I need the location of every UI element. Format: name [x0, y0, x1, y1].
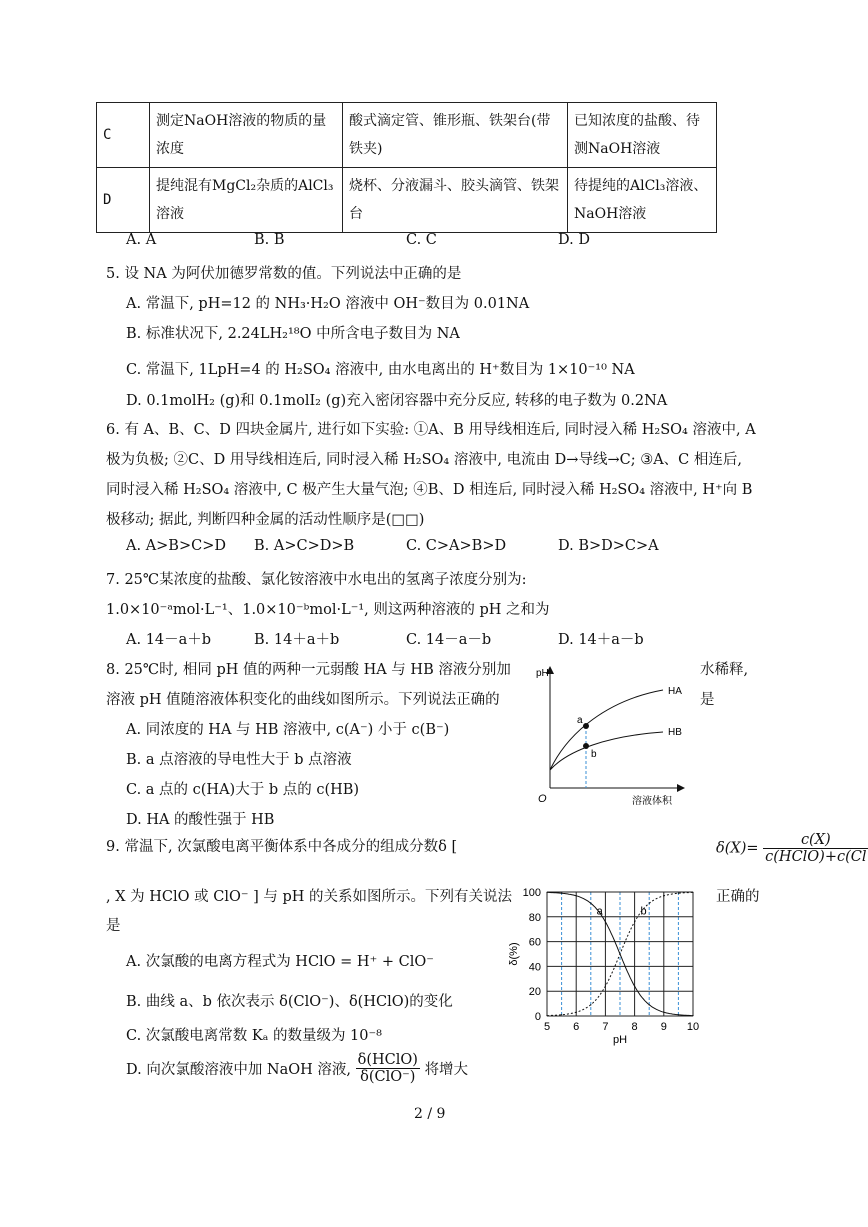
x-tick-label: 10 — [686, 1021, 700, 1033]
q8-line1-tail: 水稀释, — [700, 662, 749, 678]
data-point-b — [576, 1012, 577, 1013]
data-point-a — [663, 1012, 664, 1013]
choice-b: B. B — [254, 232, 285, 248]
y-tick-label: 80 — [528, 911, 541, 924]
data-point-b — [590, 1004, 591, 1005]
ph-dilution-figure — [528, 662, 688, 812]
options-table — [96, 102, 717, 233]
data-point-b — [634, 921, 635, 922]
series-label-hb: HB — [668, 727, 682, 738]
formula-denominator: c(HClO)+c(Cl — [765, 849, 867, 865]
y-tick-label: 20 — [528, 986, 541, 999]
series-label-ha: HA — [668, 686, 682, 697]
hclo-distribution-chart — [505, 884, 705, 1046]
q5-option-b: B. 标准状况下, 2.24LH₂¹⁸O 中所含电子数目为 NA — [126, 326, 460, 342]
q5-option-d: D. 0.1molH₂ (g)和 0.1molI₂ (g)充入密闭容器中充分反应, 转移的电子数为 0.2NA — [126, 393, 668, 409]
q9-line3: 是 — [106, 918, 121, 934]
q9-option-b: B. 曲线 a、b 依次表示 δ(ClO⁻)、δ(HClO)的变化 — [126, 994, 453, 1010]
table-cell: 提纯混有MgCl₂杂质的AlCl₃溶液 — [150, 168, 343, 233]
q7-choice-c: C. 14－a－b — [406, 632, 492, 648]
table-cell: 待提纯的AlCl₃溶液、NaOH溶液 — [568, 168, 717, 233]
table-cell: 酸式滴定管、锥形瓶、铁架台(带铁夹) — [343, 103, 568, 168]
data-point-a — [546, 892, 547, 893]
table-cell: 测定NaOH溶液的物质的量浓度 — [150, 103, 343, 168]
data-point-a — [605, 922, 606, 923]
table-row — [97, 103, 717, 168]
q6-line4: 极移动; 据此, 判断四种金属的活动性顺序是(□□) — [106, 512, 425, 528]
data-point-b — [678, 893, 679, 894]
x-axis-label: pH — [612, 1034, 628, 1046]
q9-line2-tail: 正确的 — [716, 889, 760, 905]
x-tick-label: 7 — [602, 1021, 609, 1033]
q8-option-d: D. HA 的酸性强于 HB — [126, 812, 275, 828]
data-point-b — [649, 903, 650, 904]
choice-d: D. D — [558, 232, 590, 248]
q6-line3: 同时浸入稀 H₂SO₄ 溶液中, C 极产生大量气泡; ④B、D 相连后, 同时浸入稀 H₂SO₄ 溶液中, H⁺向 B — [106, 482, 753, 498]
d-numerator: δ(HClO) — [357, 1052, 418, 1068]
q9-line2: , X 为 HClO 或 ClO⁻ ] 与 pH 的关系如图所示。下列有关说法 — [106, 889, 513, 905]
choice-c: C. C — [406, 232, 437, 248]
q5-stem: 5. 设 NA 为阿伏加德罗常数的值。下列说法中正确的是 — [106, 266, 462, 282]
point-a-label: a — [577, 715, 583, 726]
y-tick-label: 60 — [528, 936, 541, 949]
data-point-a — [649, 1004, 650, 1005]
q7-line2: 1.0×10⁻ᵃmol·L⁻¹、1.0×10⁻ᵇmol·L⁻¹, 则这两种溶液的 pH 之和为 — [106, 602, 550, 618]
series-label-b: b — [640, 905, 647, 918]
table-row — [97, 168, 717, 233]
q8-option-b: B. a 点溶液的导电性大于 b 点溶液 — [126, 752, 352, 768]
data-point-b — [619, 953, 620, 954]
q9-option-d — [126, 1052, 468, 1085]
data-point-b — [561, 1014, 562, 1015]
data-point-b — [692, 892, 693, 893]
y-axis-label: δ(%) — [508, 942, 520, 966]
q5-option-c: C. 常温下, 1LpH=4 的 H₂SO₄ 溶液中, 由水电离出的 H⁺数目为 1×10⁻¹⁰ NA — [126, 362, 635, 378]
data-point-b — [663, 895, 664, 896]
q6-line1: 6. 有 A、B、C、D 四块金属片, 进行如下实验: ①A、B 用导线相连后, 同时浸入稀 H₂SO₄ 溶液中, A — [106, 422, 756, 438]
origin-label: O — [538, 793, 547, 805]
x-tick-label: 5 — [543, 1021, 551, 1033]
row-label: D — [97, 168, 150, 233]
q6-choice-b: B. A>C>D>B — [254, 538, 355, 554]
point-a — [583, 723, 589, 729]
data-point-a — [561, 893, 562, 894]
x-tick-label: 9 — [660, 1021, 667, 1033]
q7-choice-b: B. 14＋a＋b — [254, 632, 340, 648]
point-b — [583, 743, 589, 749]
q8-line2: 溶液 pH 值随溶液体积变化的曲线如图所示。下列说法正确的 — [106, 692, 500, 708]
delta-formula — [716, 832, 868, 865]
q5-option-a: A. 常温下, pH=12 的 NH₃·H₂O 溶液中 OH⁻数目为 0.01NA — [126, 296, 530, 312]
q7-choice-a: A. 14－a＋b — [126, 632, 212, 648]
d-denominator: δ(ClO⁻) — [360, 1069, 416, 1085]
table-cell: 烧杯、分液漏斗、胶头滴管、铁架台 — [343, 168, 568, 233]
table-cell: 已知浓度的盐酸、待测NaOH溶液 — [568, 103, 717, 168]
page-number: 2 / 9 — [414, 1106, 446, 1122]
q7-line1: 7. 25℃某浓度的盐酸、氯化铵溶液中水电出的氢离子浓度分别为: — [106, 572, 527, 588]
q8-option-a: A. 同浓度的 HA 与 HB 溶液中, c(A⁻) 小于 c(B⁻) — [126, 722, 450, 738]
y-tick-label: 0 — [534, 1011, 541, 1023]
data-point-b — [605, 984, 606, 985]
q9-option-c: C. 次氯酸电离常数 Kₐ 的数量级为 10⁻⁸ — [126, 1028, 382, 1044]
data-point-a — [634, 986, 635, 987]
x-tick-label: 8 — [631, 1021, 638, 1033]
q7-choice-d: D. 14＋a－b — [558, 632, 644, 648]
x-axis-label: 溶液体积 — [632, 796, 672, 807]
y-tick-label: 40 — [528, 961, 541, 974]
q9-option-a: A. 次氯酸的电离方程式为 HClO = H⁺ + ClO⁻ — [126, 954, 434, 970]
series-label-a: a — [596, 905, 603, 918]
q9-option-d-post: 将增大 — [424, 1062, 469, 1078]
q8-option-c: C. a 点的 c(HA)大于 b 点的 c(HB) — [126, 782, 360, 798]
q9-option-d-pre: D. 向次氯酸溶液中加 NaOH 溶液, — [126, 1062, 352, 1078]
x-tick-label: 6 — [573, 1021, 580, 1033]
point-b-label: b — [591, 749, 597, 760]
q6-choice-d: D. B>D>C>A — [558, 538, 659, 554]
formula-left: δ(X)= — [716, 840, 759, 857]
data-point-b — [546, 1015, 547, 1016]
row-label: C — [97, 103, 150, 168]
q9-stem: 9. 常温下, 次氯酸电离平衡体系中各成分的组成分数δ [ — [106, 839, 458, 855]
y-tick-label: 100 — [522, 887, 541, 899]
y-axis-label: pH — [536, 668, 549, 679]
data-point-a — [576, 895, 577, 896]
data-point-a — [692, 1015, 693, 1016]
formula-numerator: c(X) — [763, 832, 868, 849]
choice-a: A. A — [126, 232, 157, 248]
curve-ha — [550, 690, 663, 770]
q8-line2-tail: 是 — [700, 692, 715, 708]
data-point-a — [590, 903, 591, 904]
q6-choice-a: A. A>B>C>D — [126, 538, 226, 554]
data-point-a — [678, 1014, 679, 1015]
q6-choice-c: C. C>A>B>D — [406, 538, 507, 554]
q8-line1: 8. 25℃时, 相同 pH 值的两种一元弱酸 HA 与 HB 溶液分别加 — [106, 662, 511, 678]
curve-hb — [550, 732, 663, 770]
q6-line2: 极为负极; ②C、D 用导线相连后, 同时浸入稀 H₂SO₄ 溶液中, 电流由 D→导线→C; ③A、C 相连后, — [106, 452, 742, 468]
